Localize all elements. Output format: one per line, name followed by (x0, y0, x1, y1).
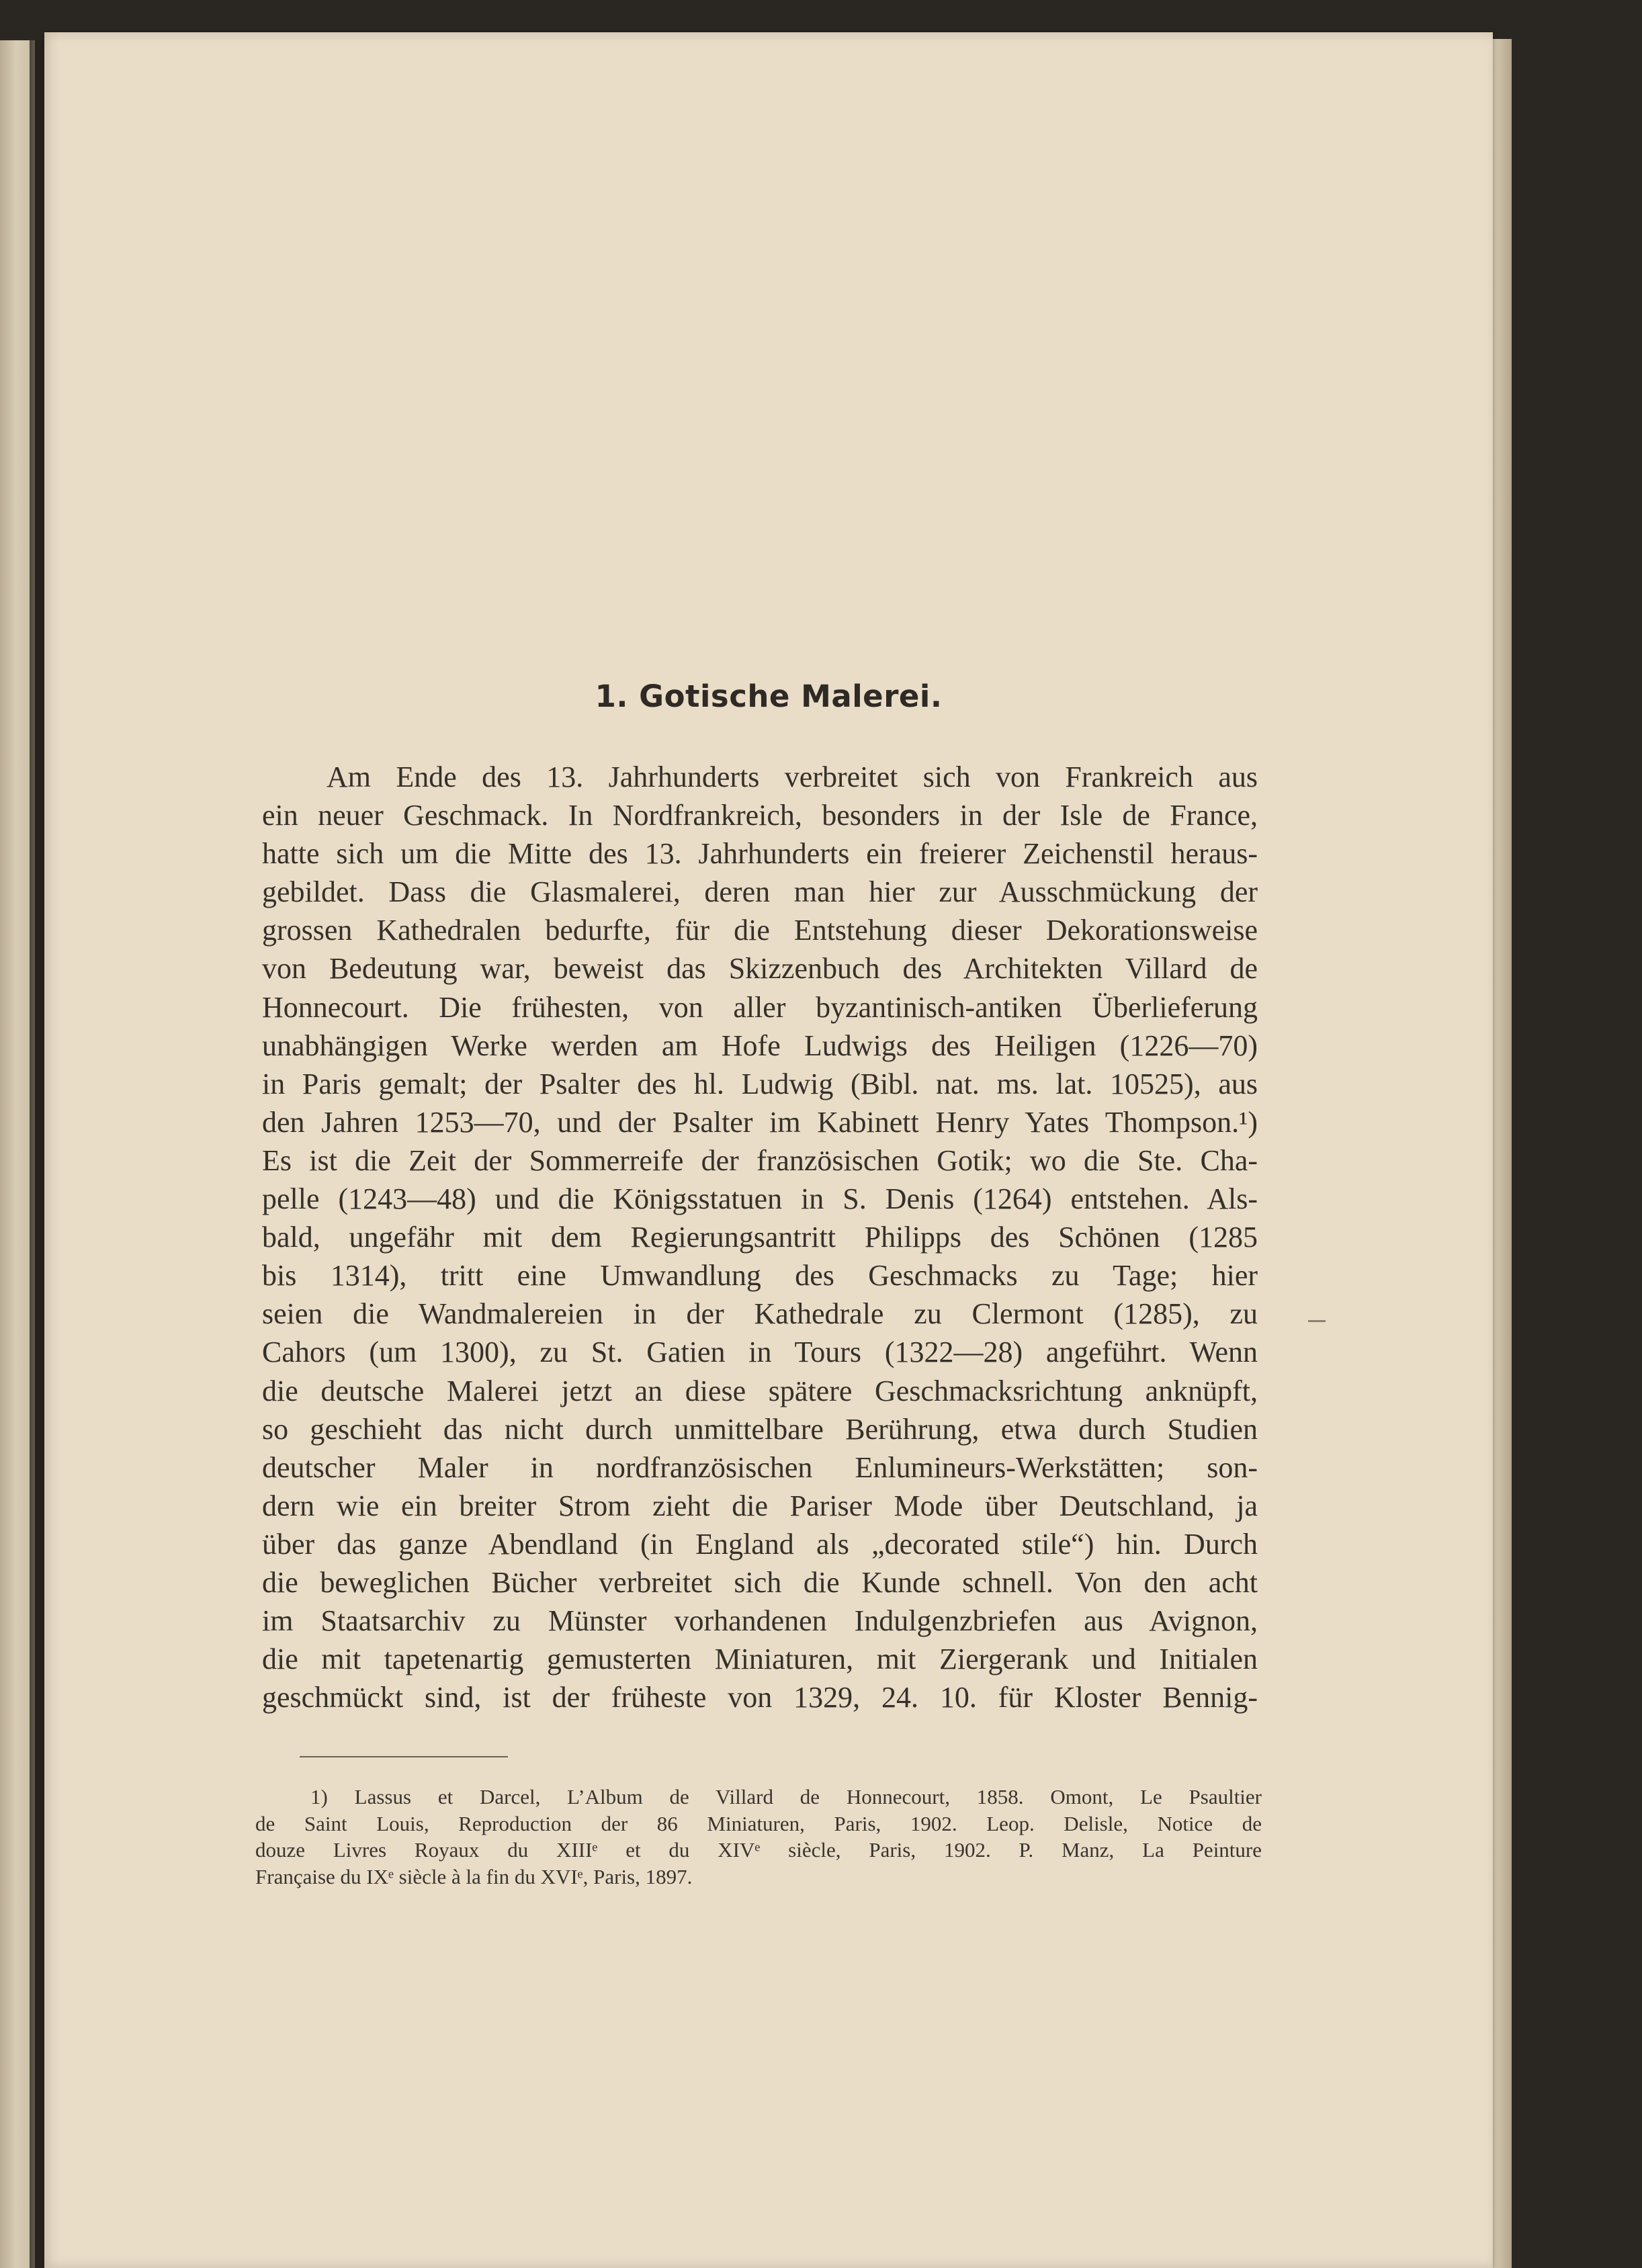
body-line: über das ganze Abendland (in England als „decorated stile“) hin. Durch (262, 1527, 1258, 1561)
book-page (44, 32, 1493, 2268)
body-line: pelle (1243—48) und die Königsstatuen in S. Denis (1264) entstehen. Als- (262, 1182, 1258, 1216)
body-line: Honnecourt. Die frühesten, von aller byzantinisch-antiken Überlieferung (262, 990, 1258, 1024)
body-line: geschmückt sind, ist der früheste von 1329, 24. 10. für Kloster Bennig- (262, 1681, 1258, 1714)
body-line: Es ist die Zeit der Sommerreife der französischen Gotik; wo die Ste. Cha- (262, 1143, 1258, 1177)
body-text (262, 758, 1258, 1716)
body-line: so geschieht das nicht durch unmittelbare Berührung, etwa durch Studien (262, 1412, 1258, 1446)
body-line: in Paris gemalt; der Psalter des hl. Ludwig (Bibl. nat. ms. lat. 10525), aus (262, 1067, 1258, 1100)
body-line: von Bedeutung war, beweist das Skizzenbuch des Architekten Villard de (262, 952, 1258, 986)
paper-mark (1308, 1320, 1326, 1322)
body-line: seien die Wandmalereien in der Kathedrale zu Clermont (1285), zu (262, 1297, 1258, 1331)
body-line: Cahors (um 1300), zu St. Gatien in Tours (1322—28) angeführt. Wenn (262, 1336, 1258, 1369)
body-line: Am Ende des 13. Jahrhunderts verbreitet sich von Frankreich aus (327, 760, 1258, 793)
body-line: hatte sich um die Mitte des 13. Jahrhunderts ein freierer Zeichenstil heraus- (262, 837, 1258, 871)
body-line: die mit tapetenartig gemusterten Miniaturen, mit Ziergerank und Initialen (262, 1643, 1258, 1676)
footnote-line: Française du IXᵉ siècle à la fin du XVIᵉ, Paris, 1897. (255, 1864, 693, 1888)
body-line: gebildet. Dass die Glasmalerei, deren man hier zur Ausschmückung der (262, 875, 1258, 909)
footnote-line: douze Livres Royaux du XIIIᵉ et du XIVᵉ siècle, Paris, 1902. P. Manz, La Peinture (255, 1838, 1262, 1862)
footnote-line: de Saint Louis, Reproduction der 86 Miniaturen, Paris, 1902. Leop. Delisle, Notice de (255, 1811, 1262, 1835)
body-line: grossen Kathedralen bedurfte, für die Entstehung dieser Dekorationsweise (262, 914, 1258, 947)
footnote-divider (300, 1756, 508, 1757)
footnotes (255, 1784, 1262, 1890)
body-line: deutscher Maler in nordfranzösischen Enlumineurs-Werkstätten; son- (262, 1450, 1258, 1484)
footnote-line: 1) Lassus et Darcel, L’Album de Villard de Honnecourt, 1858. Omont, Le Psaultier (310, 1785, 1262, 1808)
body-line: ein neuer Geschmack. In Nordfrankreich, besonders in der Isle de France, (262, 799, 1258, 832)
body-line: die beweglichen Bücher verbreitet sich die Kunde schnell. Von den acht (262, 1565, 1258, 1599)
body-line: im Staatsarchiv zu Münster vorhandenen Indulgenzbriefen aus Avignon, (262, 1604, 1258, 1638)
body-line: dern wie ein breiter Strom zieht die Pariser Mode über Deutschland, ja (262, 1489, 1258, 1522)
body-line: die deutsche Malerei jetzt an diese spätere Geschmacksrichtung anknüpft, (262, 1374, 1258, 1407)
body-line: den Jahren 1253—70, und der Psalter im Kabinett Henry Yates Thompson.¹) (262, 1105, 1258, 1139)
body-line: bald, ungefähr mit dem Regierungsantritt Philipps des Schönen (1285 (262, 1221, 1258, 1254)
body-line: bis 1314), tritt eine Umwandlung des Geschmacks zu Tage; hier (262, 1259, 1258, 1293)
body-line: unabhängigen Werke werden am Hofe Ludwigs des Heiligen (1226—70) (262, 1029, 1258, 1062)
chapter-heading: 1. Gotische Malerei. (595, 679, 943, 714)
